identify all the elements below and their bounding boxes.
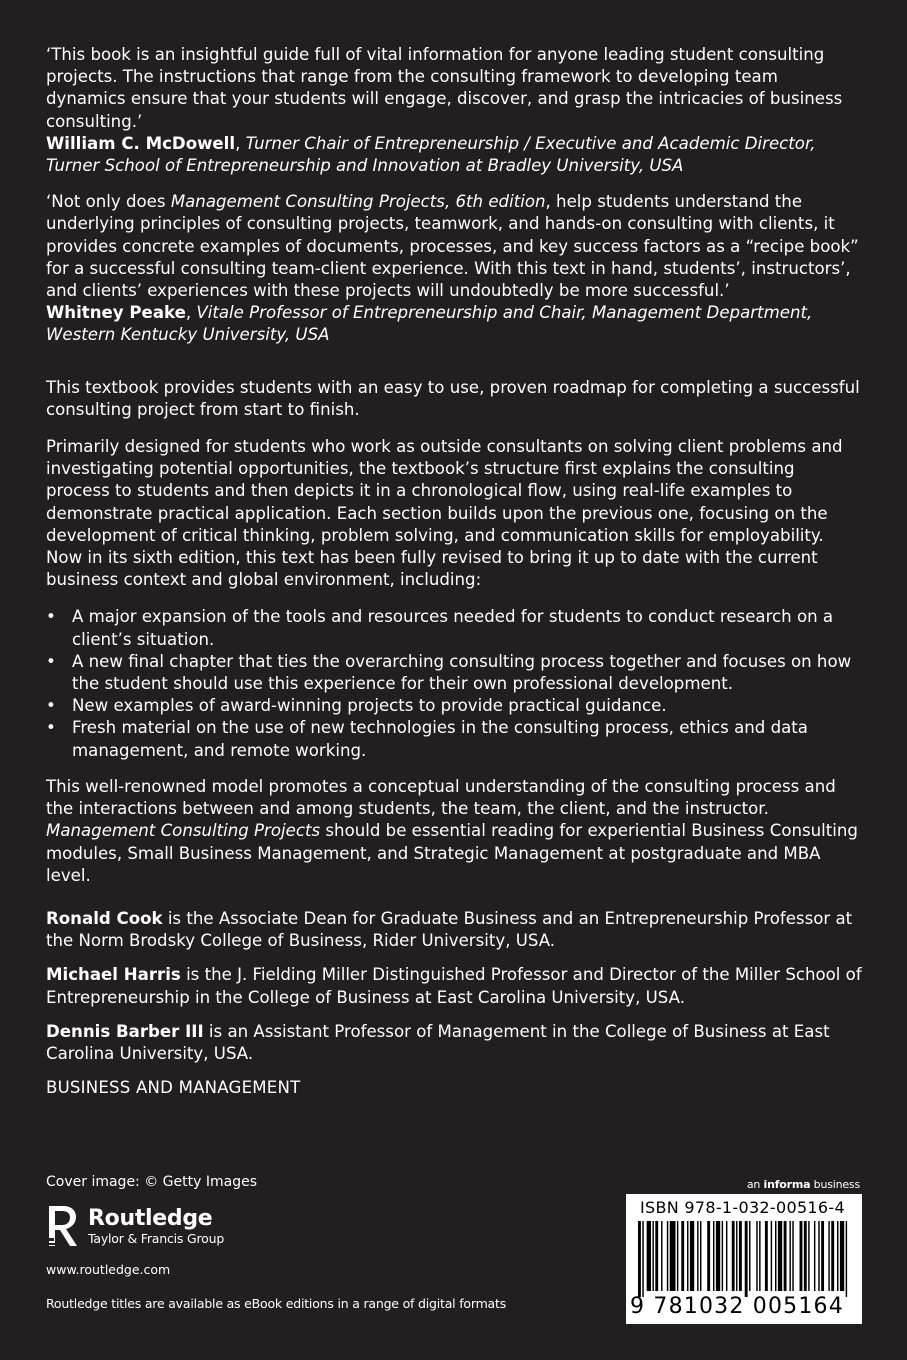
barcode-bar [840, 1221, 844, 1291]
isbn-barcode [626, 1194, 862, 1324]
quote-text: ‘Not only does [46, 192, 171, 212]
closing-text: This well-renowned model promotes a conceptual understanding of the consulting process and the interactions between and among students, the team, the client, and the instructor. [46, 776, 836, 819]
endorser-name: Whitney Peake [46, 303, 186, 323]
ebook-note: Routledge titles are available as eBook editions in a range of digital formats [46, 1296, 507, 1311]
endorsement-attribution: William C. McDowell, Turner Chair of Entrepreneurship / Executive and Academic Director, Turner School of Entrepreneurship and Innovation at Bradley University, USA [46, 133, 816, 176]
feature-item: • Fresh material on the use of new technologies in the consulting process, ethics and data management, and remote working. [46, 717, 862, 761]
barcode-bar [661, 1221, 662, 1291]
barcode-bar [697, 1221, 698, 1291]
author-bio: is the J. Fielding Miller Distinguished Professor and Director of the Miller School of Entrepreneurship in the College of Business at East Carolina University, USA. [46, 965, 862, 1007]
barcode-bar [732, 1221, 735, 1291]
barcode-bar [638, 1221, 641, 1297]
author-bio-1 [46, 908, 862, 952]
book-title-italic: Management Consulting Projects, 6th edition [170, 192, 546, 212]
barcode-bar [655, 1221, 658, 1291]
barcode-bar [681, 1221, 684, 1291]
barcode-bar [759, 1221, 760, 1291]
feature-item: • A major expansion of the tools and resources needed for students to conduct research on a client’s situation. [46, 606, 862, 650]
barcode-bar [707, 1221, 710, 1291]
barcode-bar [814, 1221, 815, 1291]
barcode-bar [726, 1221, 727, 1291]
barcode-bar [687, 1221, 688, 1291]
barcode-bar [690, 1221, 694, 1291]
barcode-bar [784, 1221, 787, 1291]
barcode-bar [771, 1221, 772, 1291]
isbn-number: ISBN 978-1-032-00516-4 [640, 1198, 845, 1217]
barcode-bar [677, 1221, 678, 1291]
barcode-bar [722, 1221, 723, 1291]
cover-credit: Cover image: © Getty Images [46, 1174, 257, 1190]
publisher-name: Routledge [88, 1205, 213, 1231]
description-closing [46, 776, 862, 887]
feature-item: • A new final chapter that ties the overarching consulting process together and focuses on how the student should use this experience for their own professional development. [46, 651, 862, 695]
barcode-bar [647, 1221, 651, 1291]
author-bio: is the Associate Dean for Graduate Business and an Entrepreneurship Professor at the Norm Brodsky College of Business, Rider University, USA. [46, 908, 853, 951]
closing-text: should be essential reading for experiential Business Consulting modules, Small Business Management, and Strategic Management at postgraduate and MBA level. [46, 821, 858, 885]
barcode-bar [700, 1221, 701, 1291]
barcode-bar [652, 1221, 653, 1291]
endorsement-2 [46, 191, 862, 346]
endorsement-quote: ‘This book is an insightful guide full of vital information for anyone leading student consulting projects. The instructions that range from the consulting framework to developing team dynamics ensure that your students will engage, discover, and grasp the intricacies of business consulting.’ [46, 45, 843, 131]
author-name: Dennis Barber III [46, 1021, 204, 1041]
endorser-role: Turner Chair of Entrepreneurship / Executive and Academic Director, Turner School of Entrepreneurship and Innovation at Bradley University, USA [46, 133, 816, 176]
barcode-digits: 9 781032 005164 [630, 1294, 844, 1319]
endorsement-attribution: Whitney Peake, Vitale Professor of Entrepreneurship and Chair, Management Department, Western Kentucky University, USA [46, 303, 813, 345]
endorsement-1 [46, 44, 862, 177]
feature-item: • New examples of award-winning projects to provide practical guidance. [46, 695, 862, 717]
description-intro: This textbook provides students with an easy to use, proven roadmap for completing a successful consulting project from start to finish. [46, 377, 860, 419]
barcode-bar [736, 1221, 737, 1291]
barcode-bar [713, 1221, 714, 1291]
endorser-role: Vitale Professor of Entrepreneurship and Chair, Management Department, Western Kentucky University, USA [46, 303, 813, 345]
quote-text: , help students understand the underlying principles of consulting projects, teamwork, and hands-on consulting with clients, it provides concrete examples of documents, processes, and key success factors as a “recipe book” for a successful consulting team-client experience. With this text in hand, students’, instructors’, and clients’ experiences with these projects will undoubtedly be more successful.’ [46, 192, 859, 301]
barcode-bar [808, 1221, 809, 1291]
barcode-bar [828, 1221, 829, 1291]
back-cover-text [46, 44, 862, 1099]
routledge-r-icon [46, 1202, 80, 1250]
barcode-bar [831, 1221, 834, 1291]
feature-list [46, 606, 862, 761]
barcode-bar [745, 1221, 748, 1297]
description-body: Primarily designed for students who work as outside consultants on solving client problems and investigating potential opportunities, the textbook’s structure first explains the consulting process to students and then depicts it in a chronological flow, using real-life examples to demonstrate practical application. Each section builds upon the previous one, focusing on the development of critical thinking, problem solving, and communication skills for employability. Now in its sixth edition, this text has been fully revised to bring it up to date with the current business context and global environment, including: [46, 437, 843, 590]
barcode-bar [778, 1221, 782, 1291]
barcode-bar [716, 1221, 720, 1291]
informa-tagline [747, 1178, 860, 1191]
barcode-bar [775, 1221, 776, 1291]
barcode-bar [765, 1221, 768, 1291]
barcode-bar [749, 1221, 750, 1291]
publisher-website: www.routledge.com [46, 1262, 171, 1277]
subject-category: BUSINESS AND MANAGEMENT [46, 1078, 301, 1098]
barcode-bar [818, 1221, 819, 1291]
barcode-bar [821, 1221, 824, 1291]
barcode-bar [667, 1221, 668, 1291]
endorsement-quote [46, 191, 862, 302]
author-name: Michael Harris [46, 965, 181, 985]
book-title-italic: Management Consulting Projects [46, 821, 321, 841]
barcode-bar [670, 1221, 676, 1291]
barcode-bar [756, 1221, 757, 1291]
informa-brand: informa [763, 1178, 811, 1191]
author-bio-2 [46, 964, 862, 1008]
author-name: Ronald Cook [46, 908, 163, 928]
informa-prefix: an [746, 1178, 764, 1191]
informa-suffix: business [810, 1178, 860, 1191]
barcode-bar [642, 1221, 643, 1297]
barcode-bar [846, 1221, 847, 1297]
publisher-footer [46, 1172, 546, 1312]
barcode-bar [804, 1221, 807, 1291]
endorser-name: William C. McDowell [46, 133, 236, 153]
barcode-bar [789, 1221, 790, 1291]
routledge-logo [46, 1202, 546, 1250]
publisher-group: Taylor & Francis Group [88, 1230, 225, 1246]
author-bio: is an Assistant Professor of Management in the College of Business at East Carolina University, USA. [46, 1021, 830, 1063]
barcode-bar [739, 1221, 742, 1291]
barcode-bar [792, 1221, 793, 1291]
author-bio-3 [46, 1021, 862, 1065]
barcode-icon [638, 1221, 850, 1297]
barcode-bar [800, 1221, 803, 1291]
barcode-bar [837, 1221, 838, 1291]
